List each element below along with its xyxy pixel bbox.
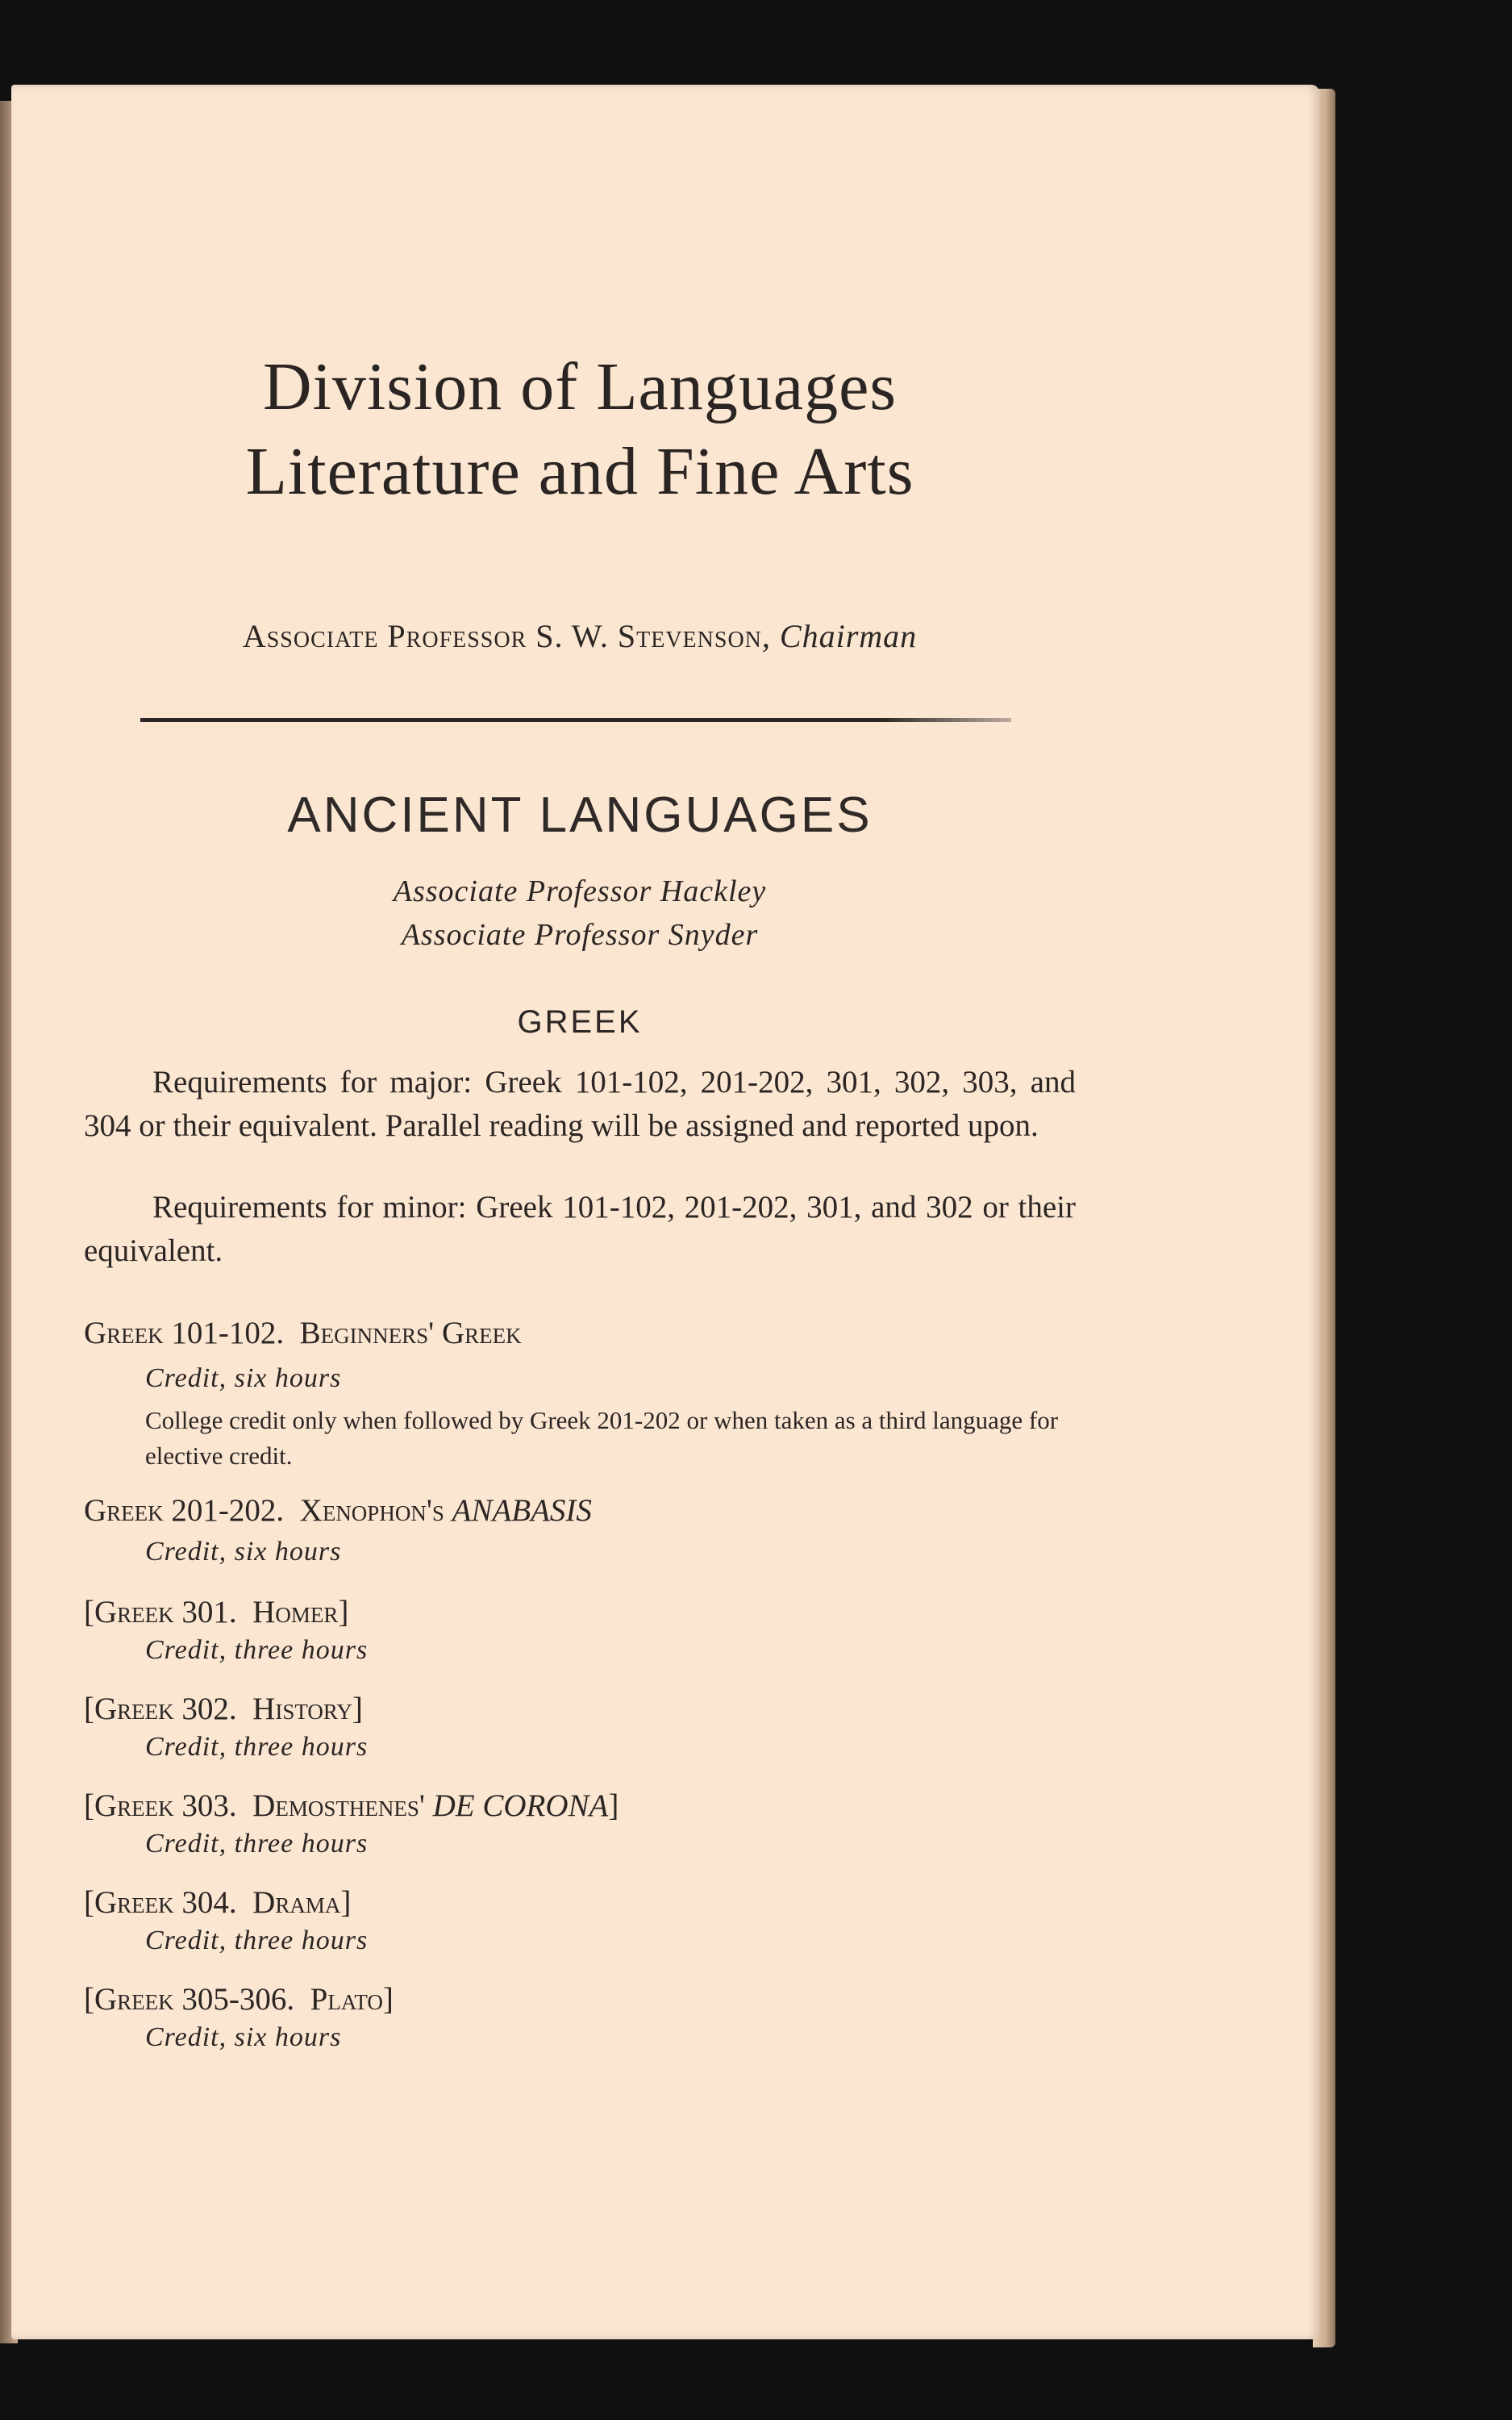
chairman-name: Associate Professor S. W. Stevenson,: [242, 618, 771, 654]
course-name: Homer: [252, 1595, 339, 1629]
minor-requirements: Requirements for minor: Greek 101-102, 201-202, 301, and 302 or their equivalent.: [84, 1190, 1076, 1268]
course-credit: Credit, three hours: [145, 1732, 369, 1762]
course-name: Plato: [310, 1982, 383, 2017]
division-title-line2: Literature and Fine Arts: [245, 434, 914, 509]
course-number: Greek 305-306.: [94, 1982, 295, 2017]
course-name: History: [252, 1692, 352, 1726]
course-heading: [84, 1688, 1084, 1730]
chairman-role: Chairman: [779, 618, 918, 654]
professor-name: Associate Professor Snyder: [401, 918, 759, 952]
bracket-close: ]: [338, 1595, 349, 1629]
course-name: Drama: [252, 1885, 341, 1920]
course-italic-title: DE CORONA: [432, 1788, 609, 1823]
course-number: Greek 301.: [94, 1595, 237, 1629]
course-name: Xenophon's: [299, 1493, 444, 1528]
bracket-open: [: [84, 1982, 94, 2017]
course-number: Greek 303.: [94, 1788, 237, 1823]
course-name: Demosthenes': [252, 1788, 425, 1823]
bracket-close: ]: [352, 1692, 363, 1726]
bracket-open: [: [84, 1595, 94, 1629]
bracket-close: ]: [340, 1885, 352, 1920]
course-heading: [84, 1592, 1084, 1634]
course-heading: [84, 1882, 1084, 1924]
bracket-open: [: [84, 1788, 94, 1823]
bracket-open: [: [84, 1692, 94, 1726]
course-heading: [84, 1979, 1084, 2021]
course-number: Greek 201-202.: [84, 1493, 285, 1528]
bracket-close: ]: [608, 1788, 619, 1823]
course-credit: Credit, three hours: [145, 1829, 369, 1859]
bracket-close: ]: [382, 1982, 394, 2017]
course-number: Greek 304.: [94, 1885, 237, 1920]
course-credit: Credit, six hours: [145, 1363, 342, 1393]
course-italic-title: ANABASIS: [452, 1493, 592, 1528]
course-number: Greek 302.: [94, 1692, 237, 1726]
professor-name: Associate Professor Hackley: [393, 874, 767, 908]
course-note: College credit only when followed by Greek 201-202 or when taken as a third language for elective credit.: [145, 1406, 1059, 1470]
section-title: ANCIENT LANGUAGES: [287, 787, 873, 843]
course-name: Beginners' Greek: [299, 1316, 522, 1350]
catalog-page: [11, 85, 1319, 2339]
subsection-title: GREEK: [517, 1004, 643, 1040]
course-heading: [84, 1490, 1084, 1532]
major-requirements: Requirements for major: Greek 101-102, 201-202, 301, 302, 303, and 304 or their equivalent. Parallel reading will be assigned and reported upon.: [84, 1065, 1076, 1143]
course-number: Greek 101-102.: [84, 1316, 285, 1350]
chairman-line: [84, 617, 1076, 655]
course-credit: Credit, three hours: [145, 1635, 369, 1665]
course-heading: [84, 1785, 1084, 1827]
course-credit: Credit, six hours: [145, 1537, 342, 1567]
course-credit: Credit, three hours: [145, 1926, 369, 1955]
course-heading: [84, 1312, 1084, 1354]
section-divider: [140, 718, 1011, 722]
course-credit: Credit, six hours: [145, 2022, 342, 2052]
bracket-open: [: [84, 1885, 94, 1920]
division-title-line1: Division of Languages: [262, 349, 898, 424]
